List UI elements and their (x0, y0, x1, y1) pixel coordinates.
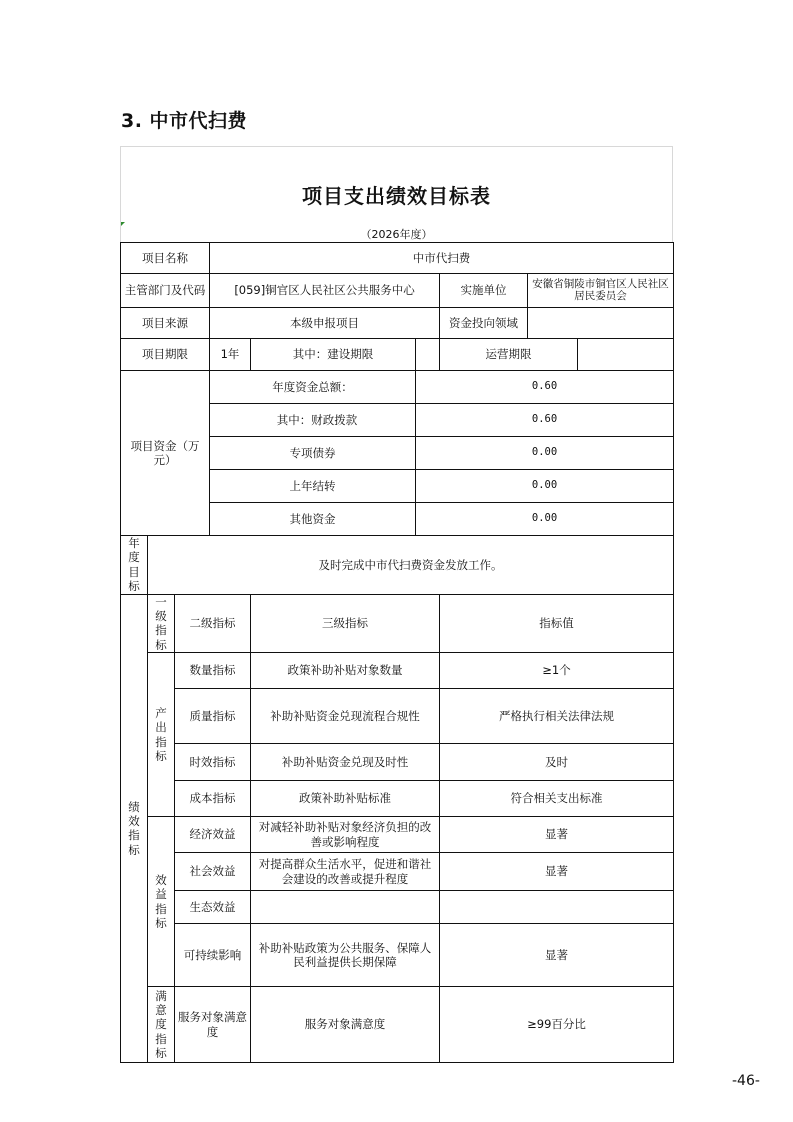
fund-value: 0.60 (416, 404, 674, 437)
indicators-group-label: 绩效指标 (121, 594, 148, 1063)
fund-value: 0.60 (416, 371, 674, 404)
indicator-value: 及时 (440, 744, 674, 781)
indicator-level2: 社会效益 (175, 853, 251, 891)
indicator-row (121, 817, 674, 853)
indicator-row (121, 891, 674, 924)
dept-label: 主管部门及代码 (121, 274, 210, 308)
satisfaction-label: 满意度指标 (148, 987, 175, 1063)
annual-goal-value: 及时完成中市代扫费资金发放工作。 (148, 536, 674, 595)
indicator-level3: 补助补贴政策为公共服务、保障人民利益提供长期保障 (251, 924, 440, 987)
indicator-level2: 时效指标 (175, 744, 251, 781)
indicator-row (121, 853, 674, 891)
indicator-value: 显著 (440, 924, 674, 987)
table-title: 项目支出绩效目标表 (302, 184, 491, 208)
operation-label: 运营期限 (440, 339, 578, 371)
output-label: 产出指标 (148, 653, 175, 817)
indicator-value: ≥99百分比 (440, 987, 674, 1063)
indicator-level2: 服务对象满意度 (175, 987, 251, 1063)
year-label: （2026年度） (360, 228, 433, 241)
indicator-level2: 质量指标 (175, 689, 251, 744)
indicator-row (121, 924, 674, 987)
source-label: 项目来源 (121, 308, 210, 339)
fund-value: 0.00 (416, 503, 674, 536)
indicator-level2: 成本指标 (175, 781, 251, 817)
indicator-level3: 对减轻补助补贴对象经济负担的改善或影响程度 (251, 817, 440, 853)
indicator-row (121, 781, 674, 817)
fund-label: 上年结转 (210, 470, 416, 503)
indicator-level3: 服务对象满意度 (251, 987, 440, 1063)
fund-label: 专项债券 (210, 437, 416, 470)
row-period (121, 339, 674, 371)
indicator-row (121, 653, 674, 689)
impl-label: 实施单位 (440, 274, 528, 308)
funds-label: 项目资金（万元） (121, 371, 210, 536)
row-annual-goal (121, 536, 674, 595)
indicator-level3: 政策补助补贴对象数量 (251, 653, 440, 689)
effect-label: 效益指标 (148, 817, 175, 987)
dept-value: [059]铜官区人民社区公共服务中心 (210, 274, 440, 308)
construction-value (416, 339, 440, 371)
fund-label: 其他资金 (210, 503, 416, 536)
row-project-name (121, 243, 674, 274)
indicator-header-row (121, 594, 674, 653)
period-value: 1年 (210, 339, 251, 371)
performance-target-sheet (120, 146, 673, 1061)
annual-goal-label: 年度目标 (121, 536, 148, 595)
performance-table (120, 242, 674, 1063)
fund-row (121, 371, 674, 404)
page-number: -46- (732, 1073, 760, 1089)
project-name-label: 项目名称 (121, 243, 210, 274)
project-name-value: 中市代扫费 (210, 243, 674, 274)
direction-label: 资金投向领域 (440, 308, 528, 339)
impl-value: 安徽省铜陵市铜官区人民社区居民委员会 (528, 274, 674, 308)
indicator-value: ≥1个 (440, 653, 674, 689)
indicator-value: 严格执行相关法律法规 (440, 689, 674, 744)
sheet-top-blank (120, 146, 673, 172)
indicator-level3 (251, 891, 440, 924)
fund-label: 年度资金总额： (210, 371, 416, 404)
fund-label: 其中：财政拨款 (210, 404, 416, 437)
section-title: 3. 中市代扫费 (121, 110, 248, 132)
header-level2: 二级指标 (175, 594, 251, 653)
source-value: 本级申报项目 (210, 308, 440, 339)
fund-value: 0.00 (416, 470, 674, 503)
indicator-value: 显著 (440, 853, 674, 891)
header-value: 指标值 (440, 594, 674, 653)
indicator-value: 符合相关支出标准 (440, 781, 674, 817)
indicator-row (121, 689, 674, 744)
period-label: 项目期限 (121, 339, 210, 371)
indicator-level3: 政策补助补贴标准 (251, 781, 440, 817)
indicator-row (121, 987, 674, 1063)
fund-value: 0.00 (416, 437, 674, 470)
indicator-row (121, 744, 674, 781)
indicator-value (440, 891, 674, 924)
indicator-value: 显著 (440, 817, 674, 853)
header-level1: 一级指标 (148, 594, 175, 653)
indicator-level2: 经济效益 (175, 817, 251, 853)
row-department (121, 274, 674, 308)
indicator-level3: 补助补贴资金兑现及时性 (251, 744, 440, 781)
row-source (121, 308, 674, 339)
construction-label: 其中：建设期限 (251, 339, 416, 371)
indicator-level3: 对提高群众生活水平，促进和谐社会建设的改善或提升程度 (251, 853, 440, 891)
direction-value (528, 308, 674, 339)
indicator-level2: 生态效益 (175, 891, 251, 924)
indicator-level2: 数量指标 (175, 653, 251, 689)
indicator-level3: 补助补贴资金兑现流程合规性 (251, 689, 440, 744)
operation-value (578, 339, 674, 371)
indicator-level2: 可持续影响 (175, 924, 251, 987)
header-level3: 三级指标 (251, 594, 440, 653)
